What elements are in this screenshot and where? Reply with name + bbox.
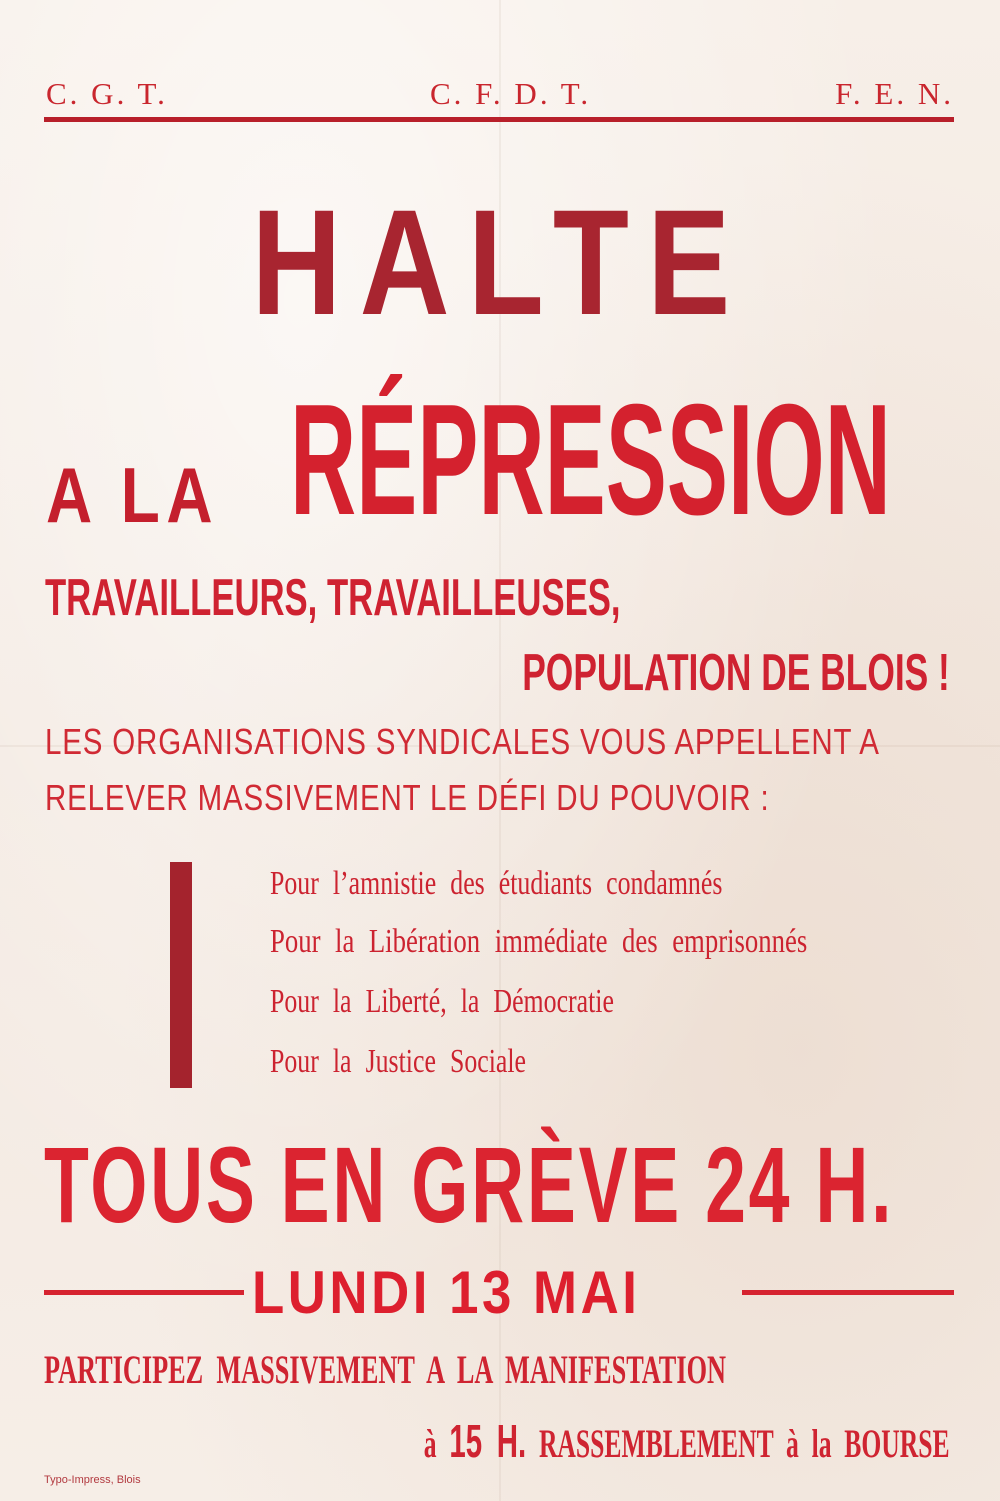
union-cgt: C. G. T. [46,76,168,111]
headline-halte: HALTE [251,178,749,346]
date-rule-left [44,1290,244,1295]
rendezvous-prefix: à [424,1421,437,1466]
union-names [44,76,954,116]
date-rule-right [742,1290,954,1295]
header-rule [44,117,954,122]
demand-liberty: Pour la Liberté, la Démocratie [270,983,614,1020]
strike-headline: TOUS EN GRÈVE 24 H. [44,1124,895,1245]
call-line-2: RELEVER MASSIVEMENT LE DÉFI DU POUVOIR : [45,777,770,818]
headline-repression: RÉPRESSION [290,372,891,548]
strike-date: LUNDI 13 MAI [252,1259,641,1326]
printer-credit: Typo-Impress, Blois [44,1474,141,1486]
demand-justice: Pour la Justice Sociale [270,1043,527,1080]
rendezvous-place: RASSEMBLEMENT à la BOURSE [539,1421,950,1466]
rendezvous-hour: 15 H. [449,1415,527,1467]
demands-vertical-bar [170,862,192,1088]
union-fen: F. E. N. [835,76,954,111]
rendezvous-line [424,1415,950,1467]
demand-liberation: Pour la Libération immédiate des emprisonnés [270,923,808,960]
address-workers: TRAVAILLEURS, TRAVAILLEUSES, [45,569,621,627]
call-line-1: LES ORGANISATIONS SYNDICALES VOUS APPELLENT A [45,721,880,762]
address-population: POPULATION DE BLOIS ! [522,644,950,702]
manifestation-call: PARTICIPEZ MASSIVEMENT A LA MANIFESTATION [44,1347,726,1392]
demand-amnesty: Pour l’amnistie des étudiants condamnés [270,865,723,902]
union-cfdt: C. F. D. T. [430,76,592,111]
headline-a-la: A LA [46,451,220,539]
